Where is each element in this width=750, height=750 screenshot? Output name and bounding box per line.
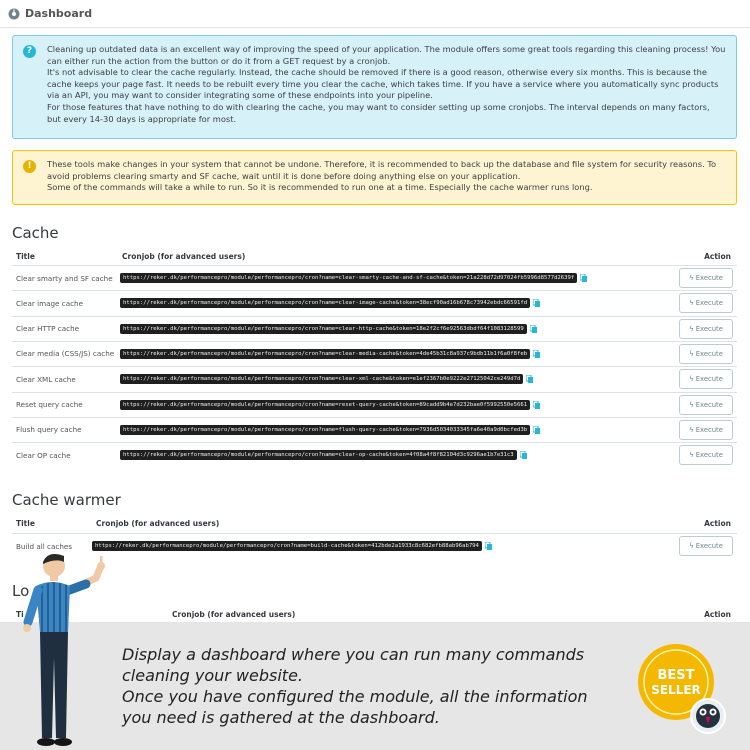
- table-row: [12, 341, 737, 366]
- row-title: Clear smarty and SF cache: [16, 273, 113, 283]
- bolt-icon: ϟ: [689, 451, 694, 460]
- warning-text-1: These tools make changes in your system that cannot be undone. Therefore, it is recommended to back up the database and file system for security reasons. To avoid problems clearing smarty and SF cache, wait until it is done before doing anything else on your application.: [47, 159, 717, 181]
- row-title: Build all caches: [16, 541, 73, 551]
- row-title: Clear HTTP cache: [16, 324, 80, 334]
- table-row: [12, 417, 737, 442]
- warning-alert: [12, 150, 737, 205]
- execute-label: Execute: [695, 375, 723, 384]
- table-row: [12, 290, 737, 315]
- promo-line-1: Display a dashboard where you can run many commands cleaning your website.: [122, 645, 585, 685]
- info-alert: [12, 35, 737, 139]
- copy-icon[interactable]: [580, 274, 587, 282]
- execute-button[interactable]: [679, 369, 733, 389]
- execute-button[interactable]: [679, 445, 733, 465]
- badge-line-2: SELLER: [651, 683, 701, 697]
- info-text-1: Cleaning up outdated data is an excellent way of improving the speed of your application. The module offers some great tools regarding this cleaning process! You can either run the action from the button or do it from a GET request by a cronjob.: [47, 44, 726, 66]
- table-row: [12, 366, 737, 391]
- copy-icon[interactable]: [485, 542, 492, 550]
- table-row: [12, 442, 737, 467]
- exclamation-icon: !: [23, 160, 36, 173]
- col-title: Ti: [16, 610, 24, 619]
- execute-label: Execute: [695, 324, 723, 333]
- info-text-2: It's not advisable to clear the cache regularly. Instead, the cache should be removed if there is a good reason, otherwise every six months. This is because the cache keeps your page fast. It needs to be rebuilt every time you clear the cache, which takes time. If you have a service where you automatically sync products via an API, you may want to consider integrating some of these endpoints into your pipeline.: [47, 67, 719, 101]
- copy-icon[interactable]: [533, 350, 540, 358]
- cron-url: https://reker.dk/performancepro/module/performancepro/cron?name=flush-query-cache&token=7936d5034033345fa6e40a9d0bcfed3b: [120, 425, 530, 435]
- cron-url: https://reker.dk/performancepro/module/performancepro/cron?name=reset-query-cache&token=89cadd9b4e7d232bae0f5992550e5661: [120, 400, 530, 410]
- col-action: Action: [704, 610, 731, 619]
- warmer-section-title: Cache warmer: [12, 491, 121, 509]
- bolt-icon: ϟ: [689, 349, 694, 358]
- row-title: Reset query cache: [16, 400, 83, 409]
- promo-text: [122, 644, 602, 728]
- col-title: Title: [16, 252, 35, 261]
- cron-url: https://reker.dk/performancepro/module/performancepro/cron?name=clear-xml-cache&token=e1ef2367b0e9222e27125042ce249d7d: [120, 374, 523, 384]
- execute-button[interactable]: [679, 395, 733, 415]
- col-action: Action: [704, 252, 731, 261]
- cron-url: https://reker.dk/performancepro/module/performancepro/cron?name=clear-smarty-cache-and-sf-cache&token=21a228d72d97024fb5996d8577d2639f: [120, 273, 577, 283]
- cache-section-title: Cache: [12, 224, 59, 242]
- badge-line-1: BEST: [657, 668, 695, 683]
- person-illustration: [18, 548, 110, 750]
- bolt-icon: ϟ: [689, 425, 694, 434]
- dashboard-icon: [8, 8, 20, 20]
- bolt-icon: ϟ: [689, 299, 694, 308]
- execute-button[interactable]: [679, 268, 733, 288]
- table-row: [12, 316, 737, 341]
- row-title: Clear XML cache: [16, 374, 76, 384]
- bolt-icon: ϟ: [689, 542, 694, 550]
- question-icon: ?: [23, 45, 36, 58]
- execute-button[interactable]: [679, 344, 733, 364]
- execute-button[interactable]: [679, 293, 733, 313]
- copy-icon[interactable]: [530, 325, 537, 333]
- bolt-icon: ϟ: [689, 400, 694, 409]
- cron-url: https://reker.dk/performancepro/module/performancepro/cron?name=clear-media-cache&token=4de45b31c8a937c9bdb11b1f6a0f8feb: [120, 349, 530, 359]
- copy-icon[interactable]: [526, 375, 533, 383]
- execute-label: Execute: [695, 400, 723, 409]
- table-row: [12, 533, 737, 558]
- cron-url: https://reker.dk/performancepro/module/performancepro/cron?name=build-cache&token=412bde2a1933c8c682efb88ab96ab794: [92, 541, 482, 551]
- copy-icon[interactable]: [533, 426, 540, 434]
- copy-icon[interactable]: [520, 451, 527, 459]
- bolt-icon: ϟ: [689, 375, 694, 384]
- row-title: Flush query cache: [16, 425, 82, 435]
- execute-label: Execute: [695, 274, 723, 282]
- promo-line-2: Once you have configured the module, all the information you need is gathered at the dashboard.: [122, 687, 588, 727]
- execute-button[interactable]: [679, 319, 733, 339]
- copy-icon[interactable]: [533, 401, 540, 409]
- execute-label: Execute: [695, 349, 723, 358]
- execute-button[interactable]: [679, 420, 733, 440]
- info-text-3: For those features that have nothing to do with clearing the cache, you may want to consider setting up some cronjobs. The interval depends on many factors, but every 14-30 days is appropriate for most.: [47, 101, 710, 124]
- col-cronjob: Cronjob (for advanced users): [122, 252, 246, 261]
- bolt-icon: ϟ: [689, 274, 694, 282]
- warning-text-2: Some of the commands will take a while to run. So it is recommended to run one at a time. Especially the cache warmer runs long.: [47, 182, 593, 193]
- execute-label: Execute: [695, 299, 723, 308]
- row-title: Clear OP cache: [16, 450, 71, 460]
- col-action: Action: [704, 519, 731, 528]
- copy-icon[interactable]: [533, 299, 540, 307]
- cron-url: https://reker.dk/performancepro/module/performancepro/cron?name=clear-http-cache&token=18e2f2cf6e92563dbdf64f1083128599: [120, 324, 527, 334]
- cache-table-header: [12, 248, 737, 266]
- col-title: Title: [16, 519, 35, 528]
- execute-label: Execute: [695, 451, 723, 460]
- table-row: [12, 392, 737, 417]
- bolt-icon: ϟ: [689, 324, 694, 333]
- col-cronjob: Cronjob (for advanced users): [172, 610, 296, 619]
- cron-url: https://reker.dk/performancepro/module/performancepro/cron?name=clear-image-cache&token=38ecf90ad16b678c73942ebdc66591fd: [120, 298, 530, 308]
- execute-label: Execute: [695, 425, 723, 434]
- table-row: [12, 265, 737, 290]
- cron-url: https://reker.dk/performancepro/module/performancepro/cron?name=clear-op-cache&token=4f08a4f8f82104d3c9296ae1b7e31c3: [120, 450, 517, 460]
- page-header: [0, 0, 750, 28]
- warmer-table-header: [12, 515, 737, 533]
- page-title: Dashboard: [25, 7, 93, 20]
- execute-label: Execute: [695, 542, 723, 550]
- row-title: Clear media (CSS/JS) cache: [16, 349, 115, 359]
- best-seller-badge: [636, 642, 726, 738]
- execute-button[interactable]: [679, 536, 733, 556]
- col-cronjob: Cronjob (for advanced users): [96, 519, 220, 528]
- row-title: Clear image cache: [16, 298, 84, 308]
- logs-section-title: Lo: [12, 582, 30, 600]
